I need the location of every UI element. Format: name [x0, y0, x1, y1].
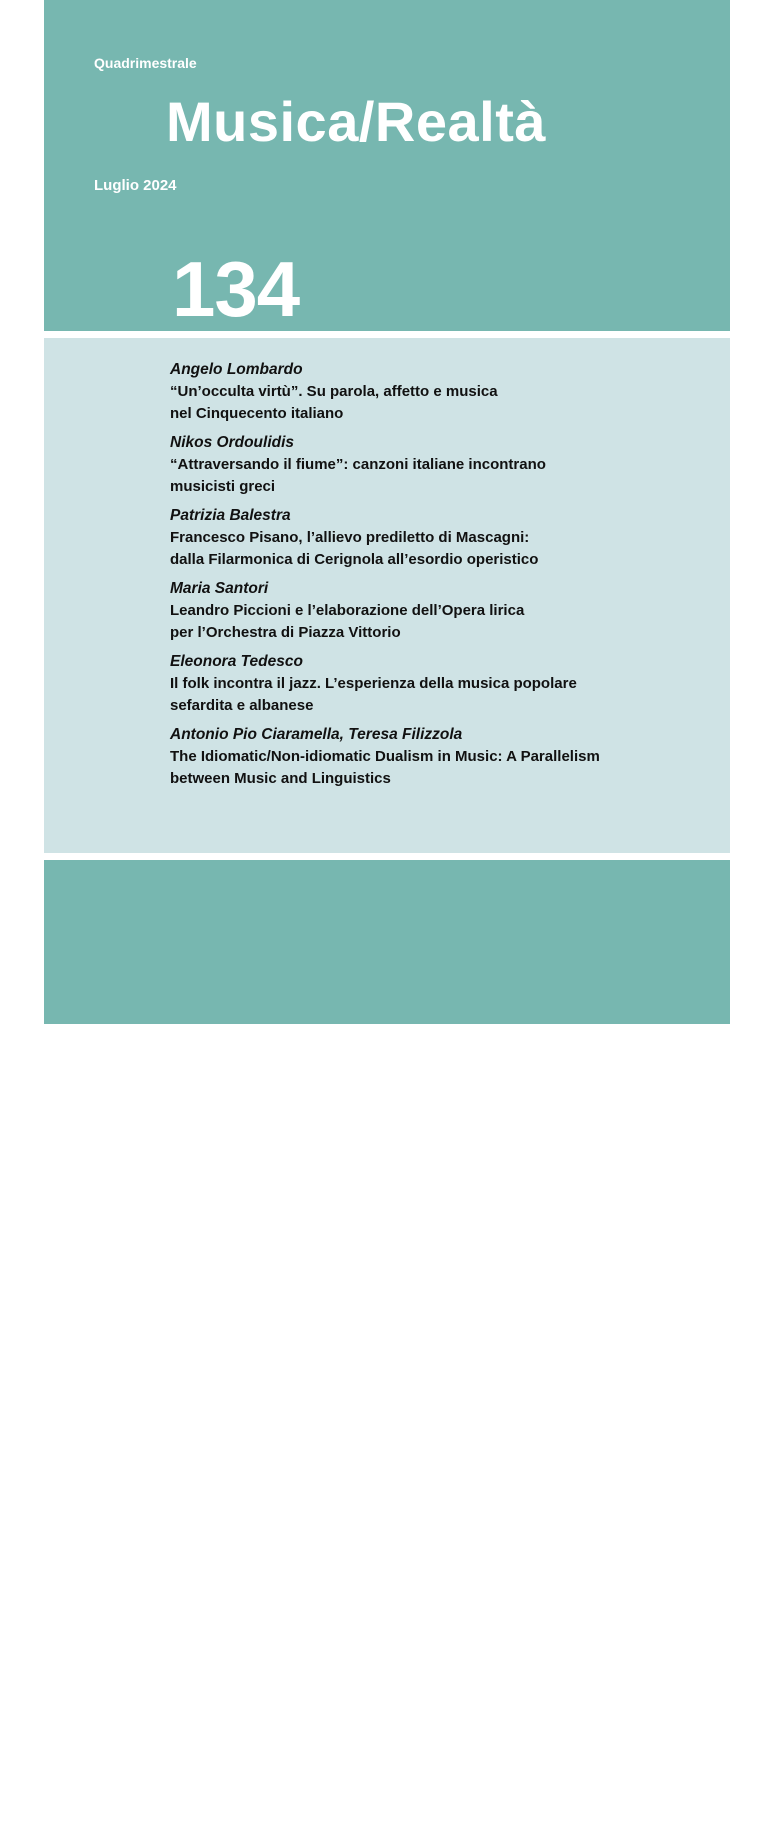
toc-title-line: Il folk incontra il jazz. L’esperienza della musica popolare [170, 675, 577, 692]
issue-date: Luglio 2024 [94, 177, 177, 194]
toc-author: Antonio Pio Ciaramella, Teresa Filizzola [170, 726, 463, 743]
toc-entry [170, 578, 710, 644]
toc-title-line: The Idiomatic/Non-idiomatic Dualism in Music: A Parallelism [170, 748, 600, 765]
toc-author: Angelo Lombardo [170, 361, 303, 378]
toc-title-line: “Un’occulta virtù”. Su parola, affetto e musica [170, 383, 498, 400]
toc-title-line: Leandro Piccioni e l’elaborazione dell’Opera lirica [170, 602, 525, 619]
toc-author: Maria Santori [170, 580, 269, 597]
toc-entry [170, 724, 710, 790]
toc-entry [170, 432, 710, 498]
toc-author: Patrizia Balestra [170, 507, 291, 524]
cover-footer-band [44, 860, 730, 1830]
publisher-logo-text: LIM [170, 1786, 237, 1830]
cover-header-band [44, 0, 730, 331]
toc-author: Nikos Ordoulidis [170, 434, 295, 451]
toc-title-line: dalla Filarmonica di Cerignola all’esordio operistico [170, 551, 539, 568]
toc-title-line: per l’Orchestra di Piazza Vittorio [170, 624, 401, 641]
toc-entry [170, 505, 710, 571]
table-of-contents [170, 359, 710, 797]
toc-entry [170, 651, 710, 717]
toc-title-line: musicisti greci [170, 478, 276, 495]
toc-entry [170, 359, 710, 425]
journal-title: Musica/Realtà [166, 90, 546, 153]
issue-number: 134 [172, 245, 300, 333]
toc-title-line: Francesco Pisano, l’allievo prediletto di Mascagni: [170, 529, 530, 546]
toc-title-line: between Music and Linguistics [170, 770, 391, 787]
toc-title-line: nel Cinquecento italiano [170, 405, 344, 422]
publication-frequency: Quadrimestrale [94, 55, 197, 71]
journal-cover [44, 0, 730, 1830]
toc-author: Eleonora Tedesco [170, 653, 303, 670]
toc-title-line: “Attraversando il fiume”: canzoni italiane incontrano [170, 456, 546, 473]
toc-title-line: sefardita e albanese [170, 697, 314, 714]
